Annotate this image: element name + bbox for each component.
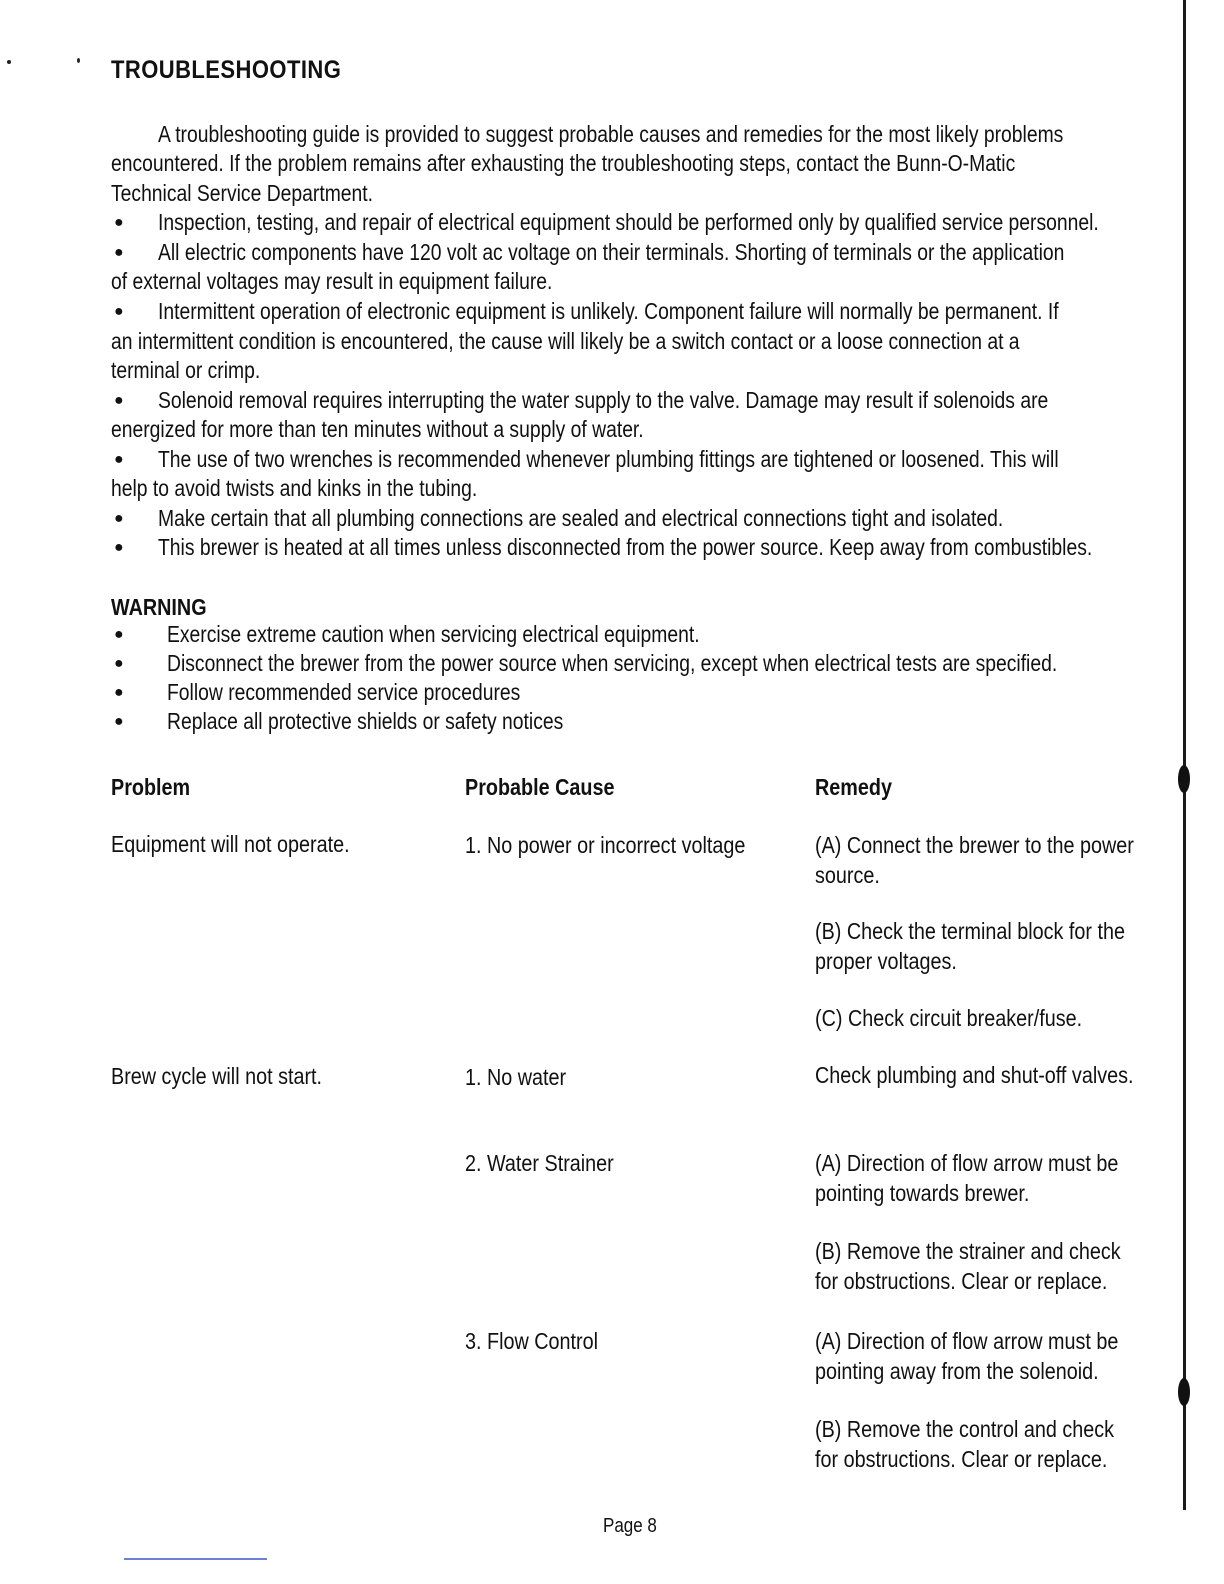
bullet-icon: ● [114,626,124,643]
scan-speck [77,58,80,63]
cause-cell: 2. Water Strainer [465,1150,614,1176]
note-line: The use of two wrenches is recommended whenever plumbing fittings are tightened or loosened. This will [158,446,1059,472]
binder-hole-mark [1178,1378,1190,1406]
column-header-problem: Problem [111,774,191,800]
remedy-line: (B) Remove the strainer and check [815,1238,1121,1264]
bullet-icon: ● [114,303,124,320]
page-number: Page 8 [603,1515,657,1537]
bullet-icon: ● [114,713,124,730]
binder-hole-mark [1178,765,1190,793]
warning-item: Disconnect the brewer from the power source when servicing, except when electrical tests are specified. [167,650,1058,676]
warning-heading: WARNING [111,594,207,620]
bullet-icon: ● [114,510,124,527]
note-line: Inspection, testing, and repair of electrical equipment should be performed only by qualified service personnel. [158,209,1099,235]
note-line: This brewer is heated at all times unless disconnected from the power source. Keep away from combustibles. [158,534,1093,560]
note-line: help to avoid twists and kinks in the tubing. [111,475,478,501]
note-line: an intermittent condition is encountered, the cause will likely be a switch contact or a loose connection at a [111,328,1020,354]
remedy-line: Check plumbing and shut-off valves. [815,1062,1134,1088]
note-line: of external voltages may result in equipment failure. [111,268,553,294]
problem-cell: Equipment will not operate. [111,831,350,857]
note-line: All electric components have 120 volt ac voltage on their terminals. Shorting of terminals or the application [158,239,1065,265]
scan-edge-line [1183,0,1186,1510]
bullet-icon: ● [114,539,124,556]
cause-cell: 3. Flow Control [465,1328,599,1354]
intro-line: Technical Service Department. [111,180,374,206]
remedy-line: source. [815,862,880,888]
warning-item: Follow recommended service procedures [167,679,521,705]
remedy-line: for obstructions. Clear or replace. [815,1268,1108,1294]
remedy-line: (A) Connect the brewer to the power [815,832,1134,858]
note-line: terminal or crimp. [111,357,261,383]
remedy-line: pointing towards brewer. [815,1180,1030,1206]
remedy-line: proper voltages. [815,948,957,974]
remedy-line: (A) Direction of flow arrow must be [815,1328,1119,1354]
remedy-line: (A) Direction of flow arrow must be [815,1150,1119,1176]
bullet-icon: ● [114,655,124,672]
warning-item: Replace all protective shields or safety notices [167,708,564,734]
remedy-line: for obstructions. Clear or replace. [815,1446,1108,1472]
note-line: Solenoid removal requires interrupting the water supply to the valve. Damage may result if solenoids are [158,387,1049,413]
column-header-cause: Probable Cause [465,774,615,800]
remedy-line: (B) Remove the control and check [815,1416,1115,1442]
page-title: TROUBLESHOOTING [111,56,342,84]
remedy-line: (B) Check the terminal block for the [815,918,1126,944]
note-line: Make certain that all plumbing connections are sealed and electrical connections tight and isolated. [158,505,1004,531]
cause-cell: 1. No water [465,1064,567,1090]
problem-cell: Brew cycle will not start. [111,1063,323,1089]
scan-speck [7,60,11,64]
bullet-icon: ● [114,684,124,701]
warning-item: Exercise extreme caution when servicing electrical equipment. [167,621,700,647]
intro-line: A troubleshooting guide is provided to suggest probable causes and remedies for the most likely problems [158,121,1064,147]
remedy-line: (C) Check circuit breaker/fuse. [815,1005,1083,1031]
bullet-icon: ● [114,244,124,261]
note-line: Intermittent operation of electronic equipment is unlikely. Component failure will normally be permanent. If [158,298,1059,324]
bullet-icon: ● [114,214,124,231]
scan-edge-line [124,1558,267,1560]
column-header-remedy: Remedy [815,774,892,800]
cause-cell: 1. No power or incorrect voltage [465,832,746,858]
bullet-icon: ● [114,392,124,409]
bullet-icon: ● [114,451,124,468]
note-line: energized for more than ten minutes without a supply of water. [111,416,644,442]
remedy-line: pointing away from the solenoid. [815,1358,1099,1384]
intro-line: encountered. If the problem remains after exhausting the troubleshooting steps, contact the Bunn-O-Matic [111,150,1016,176]
